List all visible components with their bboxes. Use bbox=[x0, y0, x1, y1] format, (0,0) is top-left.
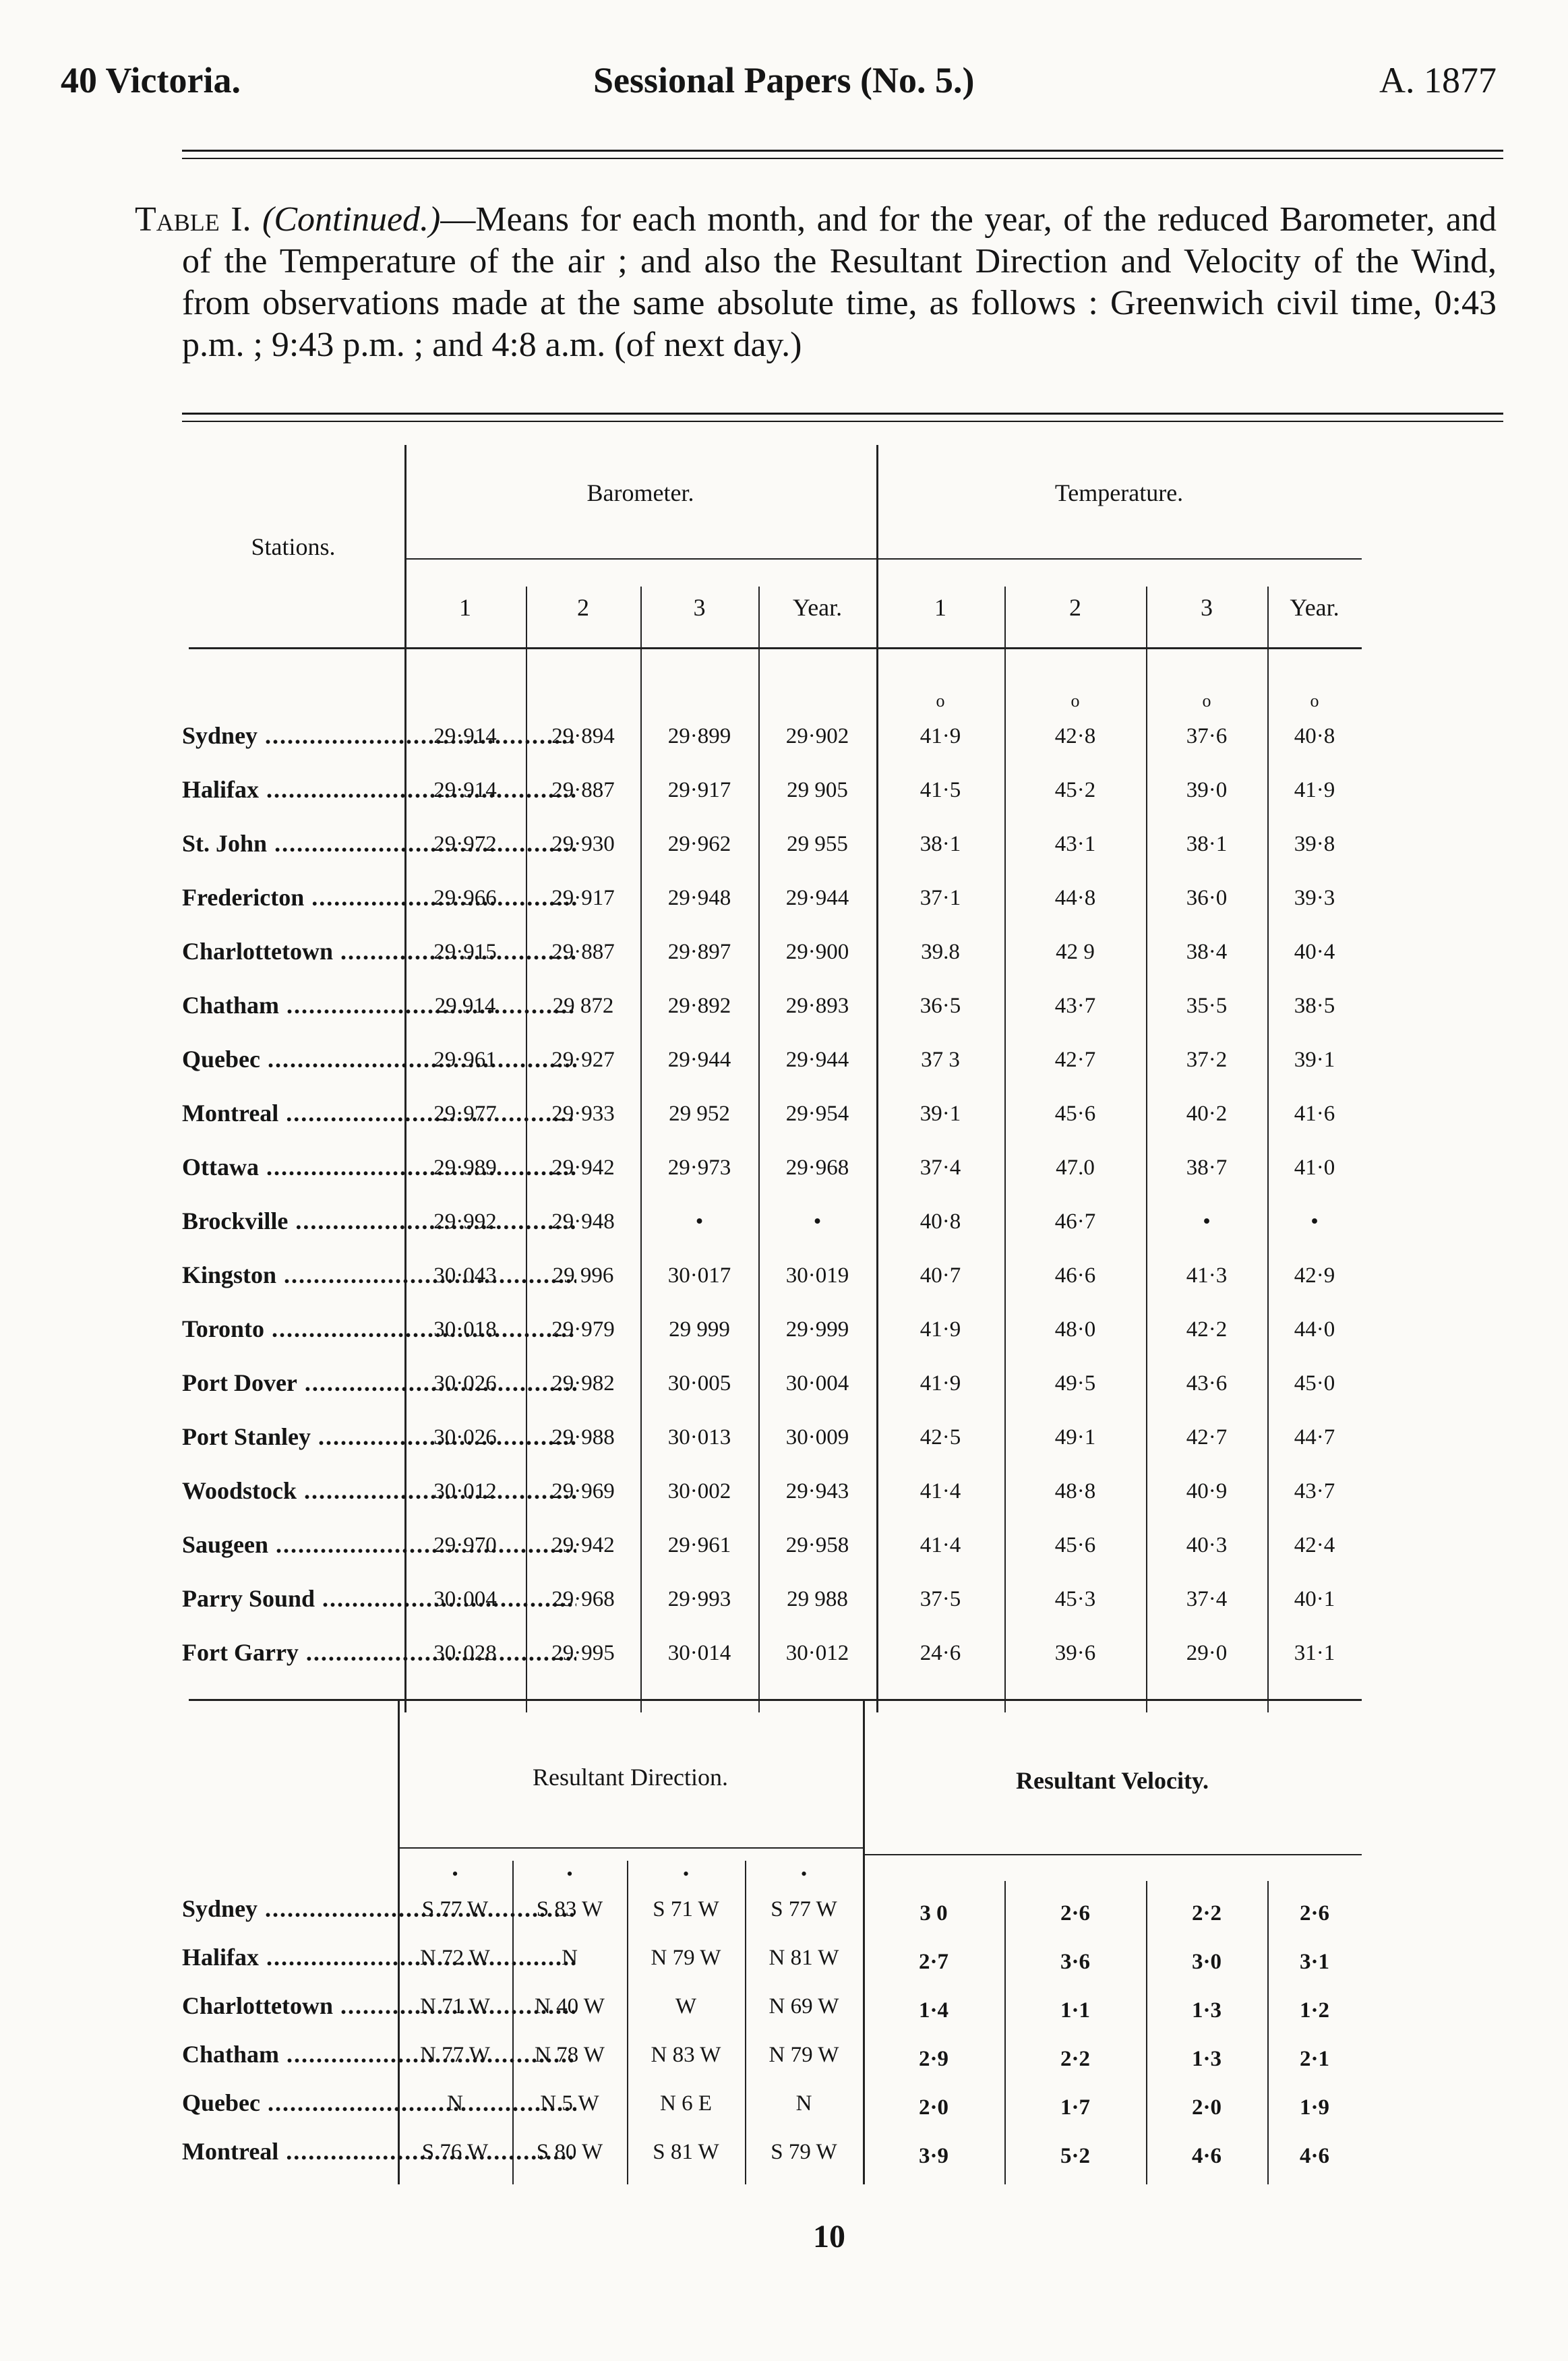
temperature-value: 47.0 bbox=[1056, 1156, 1095, 1180]
temperature-value: 37 3 bbox=[921, 1048, 960, 1072]
degree-mark: • bbox=[566, 1864, 573, 1884]
barometer-value: 29·982 bbox=[551, 1371, 615, 1396]
column-header: 3 bbox=[1201, 594, 1213, 621]
group-header-rule bbox=[863, 1854, 1362, 1855]
temperature-value: 39·1 bbox=[919, 1102, 961, 1126]
temperature-value: 39·6 bbox=[1054, 1641, 1096, 1665]
barometer-value: 30·012 bbox=[785, 1641, 849, 1665]
barometer-value: 29 952 bbox=[669, 1102, 730, 1126]
temperature-value: 37·6 bbox=[1186, 724, 1228, 748]
direction-value: S 83 W bbox=[536, 1897, 603, 1921]
barometer-header: Barometer. bbox=[586, 479, 694, 506]
temperature-value: 37·5 bbox=[919, 1587, 961, 1611]
barometer-temperature-table bbox=[182, 431, 1497, 1712]
degree-mark: o bbox=[936, 691, 945, 711]
barometer-value: 29·968 bbox=[785, 1156, 849, 1180]
temperature-value: 45·2 bbox=[1054, 778, 1096, 802]
velocity-value: 3·9 bbox=[918, 2144, 948, 2168]
direction-value: W bbox=[675, 1994, 697, 2019]
station-name: Fort Garry ..... bbox=[182, 1638, 576, 1667]
station-name: Parry Sound ..... bbox=[182, 1584, 576, 1613]
velocity-value: 1·7 bbox=[1060, 2095, 1090, 2120]
barometer-value: 29·962 bbox=[667, 832, 731, 856]
temperature-value: 41·4 bbox=[919, 1533, 961, 1557]
barometer-value: 29 955 bbox=[787, 832, 848, 856]
barometer-value: 30·002 bbox=[667, 1479, 731, 1503]
group-header-rule bbox=[398, 1847, 863, 1849]
degree-mark: o bbox=[1310, 691, 1319, 711]
velocity-value: 1·1 bbox=[1060, 1998, 1090, 2023]
temperature-value: 41·4 bbox=[919, 1479, 961, 1503]
temperature-value: 44·0 bbox=[1294, 1317, 1335, 1342]
velocity-value: 4·6 bbox=[1191, 2144, 1222, 2168]
temperature-value: 44·8 bbox=[1054, 886, 1096, 910]
velocity-value: 3·6 bbox=[1060, 1950, 1090, 1974]
station-name: Fredericton ..... bbox=[182, 883, 576, 911]
temperature-value: 40·4 bbox=[1294, 940, 1335, 964]
velocity-value: 1·4 bbox=[918, 1998, 948, 2023]
station-name: Kingston ..... bbox=[182, 1261, 576, 1289]
temperature-value: 40·9 bbox=[1186, 1479, 1228, 1503]
barometer-value: 29·972 bbox=[433, 832, 497, 856]
header-title: Sessional Papers (No. 5.) bbox=[593, 60, 975, 100]
caption-text: —Means for each month, and for the year, of the reduced Barometer, and of the Temperature of the air ; and also the Resultant Direction and Velocity of the Wind, from observations made at the same absolute time, as follows : Greenwich civil time, 0:43 p.m. ; 9:43 p.m. ; and 4:8 a.m. (of next day.) bbox=[182, 200, 1497, 364]
header-rule-bottom bbox=[182, 158, 1503, 159]
header-rule-top bbox=[182, 150, 1503, 152]
temperature-value: 42·2 bbox=[1186, 1317, 1228, 1342]
velocity-value: 2·6 bbox=[1299, 1901, 1329, 1925]
temperature-value: 42·4 bbox=[1294, 1533, 1335, 1557]
temperature-value: 45·3 bbox=[1054, 1587, 1096, 1611]
station-name: St. John ..... bbox=[182, 829, 576, 858]
barometer-value: 29 988 bbox=[787, 1587, 848, 1611]
temperature-value: 31·1 bbox=[1294, 1641, 1335, 1665]
barometer-value: 29·979 bbox=[551, 1317, 615, 1342]
barometer-value: 29·917 bbox=[667, 778, 731, 802]
caption-label: Table I. bbox=[135, 200, 251, 239]
temperature-value: 38·5 bbox=[1294, 994, 1335, 1018]
direction-value: N bbox=[447, 2091, 463, 2116]
temperature-value: 42·7 bbox=[1186, 1425, 1228, 1450]
barometer-value: 30·012 bbox=[433, 1479, 497, 1503]
column-header: 1 bbox=[934, 594, 946, 621]
temperature-value: 42·8 bbox=[1054, 724, 1096, 748]
barometer-value: 30·028 bbox=[433, 1641, 497, 1665]
temperature-value: 48·8 bbox=[1054, 1479, 1096, 1503]
temperature-value: 41·0 bbox=[1294, 1156, 1335, 1180]
temperature-value: 42·9 bbox=[1294, 1263, 1335, 1288]
temperature-value: 42·5 bbox=[919, 1425, 961, 1450]
temperature-value: 36·0 bbox=[1186, 886, 1228, 910]
temperature-value: • bbox=[1310, 1209, 1319, 1234]
direction-value: N 5 W bbox=[540, 2091, 599, 2116]
barometer-value: 30·004 bbox=[785, 1371, 849, 1396]
degree-mark: • bbox=[682, 1864, 690, 1884]
direction-header: Resultant Direction. bbox=[533, 1764, 728, 1791]
barometer-value: 30·017 bbox=[667, 1263, 731, 1288]
column-header: 2 bbox=[577, 594, 589, 621]
temperature-value: 41·9 bbox=[919, 724, 961, 748]
barometer-value: 29·944 bbox=[785, 1048, 849, 1072]
temperature-value: 41·9 bbox=[919, 1371, 961, 1396]
temperature-value: 40·8 bbox=[919, 1209, 961, 1234]
temperature-value: 36·5 bbox=[919, 994, 961, 1018]
column-header: Year. bbox=[792, 594, 843, 621]
temperature-divider bbox=[876, 445, 878, 1712]
column-divider bbox=[1004, 1881, 1006, 2184]
velocity-value: 1·3 bbox=[1191, 1998, 1222, 2023]
degree-mark: • bbox=[452, 1864, 458, 1884]
temperature-value: 44·7 bbox=[1294, 1425, 1335, 1450]
page-number: 10 bbox=[813, 2219, 845, 2254]
barometer-value: 30·026 bbox=[433, 1425, 497, 1450]
direction-value: N 6 E bbox=[660, 2091, 712, 2116]
barometer-value: 29·999 bbox=[785, 1317, 849, 1342]
direction-value: N 71 W bbox=[420, 1994, 490, 2019]
degree-mark: • bbox=[800, 1864, 808, 1884]
station-name: Sydney ..... bbox=[182, 1894, 576, 1923]
temperature-value: 43·7 bbox=[1054, 994, 1096, 1018]
temperature-value: 40·7 bbox=[919, 1263, 961, 1288]
temperature-value: 46·7 bbox=[1054, 1209, 1096, 1234]
direction-value: N 81 W bbox=[768, 1946, 839, 1970]
stations-header: Stations. bbox=[251, 533, 336, 560]
temperature-value: 41·9 bbox=[919, 1317, 961, 1342]
station-name: Woodstock ..... bbox=[182, 1476, 576, 1505]
velocity-value: 5·2 bbox=[1060, 2144, 1090, 2168]
temperature-value: 41·9 bbox=[1294, 778, 1335, 802]
barometer-value: 30·014 bbox=[667, 1641, 731, 1665]
temperature-value: 37·2 bbox=[1186, 1048, 1228, 1072]
barometer-value: 29·914 bbox=[433, 724, 497, 748]
station-name: Chatham ..... bbox=[182, 2040, 576, 2068]
temperature-value: 37·4 bbox=[1186, 1587, 1228, 1611]
station-name: Port Stanley ..... bbox=[182, 1423, 576, 1451]
station-name: Montreal ..... bbox=[182, 2137, 576, 2165]
temperature-value: 38·1 bbox=[919, 832, 961, 856]
temperature-value: 45·6 bbox=[1054, 1533, 1096, 1557]
column-header: Year. bbox=[1290, 594, 1339, 621]
barometer-value: 29·992 bbox=[433, 1209, 497, 1234]
temperature-value: 37·4 bbox=[919, 1156, 961, 1180]
barometer-value: 29·930 bbox=[551, 832, 615, 856]
barometer-value: 30·004 bbox=[433, 1587, 497, 1611]
direction-value: S 77 W bbox=[421, 1897, 489, 1921]
barometer-value: 30·013 bbox=[667, 1425, 731, 1450]
temperature-value: 42 9 bbox=[1056, 940, 1095, 964]
barometer-value: 29·944 bbox=[667, 1048, 731, 1072]
barometer-value: 29·887 bbox=[551, 940, 615, 964]
barometer-value: 29·892 bbox=[667, 994, 731, 1018]
barometer-value: 29·894 bbox=[551, 724, 615, 748]
temperature-value: 48·0 bbox=[1054, 1317, 1096, 1342]
temperature-value: 46·6 bbox=[1054, 1263, 1096, 1288]
velocity-value: 3·0 bbox=[1191, 1950, 1222, 1974]
direction-value: S 71 W bbox=[653, 1897, 719, 1921]
barometer-value: 29·995 bbox=[551, 1641, 615, 1665]
temperature-value: 45·0 bbox=[1294, 1371, 1335, 1396]
barometer-value: 29·887 bbox=[551, 778, 615, 802]
barometer-value: 29·899 bbox=[667, 724, 731, 748]
direction-value: N 77 W bbox=[420, 2043, 490, 2067]
velocity-value: 1·9 bbox=[1299, 2095, 1329, 2120]
barometer-value: 29·954 bbox=[785, 1102, 849, 1126]
degree-mark: o bbox=[1202, 691, 1211, 711]
caption-rule-bottom bbox=[182, 421, 1503, 422]
barometer-value: • bbox=[813, 1209, 822, 1234]
direction-value: S 80 W bbox=[536, 2140, 603, 2164]
barometer-value: 30·018 bbox=[433, 1317, 497, 1342]
header-bottom-rule bbox=[189, 647, 1362, 649]
barometer-value: 29·933 bbox=[551, 1102, 615, 1126]
barometer-value: 29 996 bbox=[552, 1263, 614, 1288]
header-session: 40 Victoria. bbox=[61, 60, 241, 100]
station-name: Ottawa ..... bbox=[182, 1153, 576, 1181]
barometer-value: 29 914 bbox=[434, 994, 496, 1018]
station-name: Port Dover ..... bbox=[182, 1369, 576, 1397]
wind-resultant-table bbox=[182, 1699, 1497, 2184]
temperature-value: 41·3 bbox=[1186, 1263, 1228, 1288]
temperature-value: 39·3 bbox=[1294, 886, 1335, 910]
velocity-value: 3 0 bbox=[919, 1901, 948, 1925]
barometer-value: 29 905 bbox=[787, 778, 848, 802]
caption-continued: (Continued.) bbox=[262, 200, 441, 239]
barometer-value: 29·897 bbox=[667, 940, 731, 964]
station-name: Charlottetown ..... bbox=[182, 937, 576, 965]
velocity-value: 2·1 bbox=[1299, 2047, 1329, 2071]
barometer-value: 29·942 bbox=[551, 1533, 615, 1557]
temperature-value: 42·7 bbox=[1054, 1048, 1096, 1072]
barometer-value: 29·973 bbox=[667, 1156, 731, 1180]
temperature-value: 29·0 bbox=[1186, 1641, 1228, 1665]
barometer-value: 29·927 bbox=[551, 1048, 615, 1072]
velocity-value: 2·2 bbox=[1060, 2047, 1090, 2071]
barometer-value: 29·914 bbox=[433, 778, 497, 802]
velocity-value: 2·2 bbox=[1191, 1901, 1222, 1925]
direction-value: S 81 W bbox=[653, 2140, 719, 2164]
temperature-value: 38·4 bbox=[1186, 940, 1228, 964]
temperature-header: Temperature. bbox=[1054, 479, 1184, 506]
velocity-value: 1·2 bbox=[1299, 1998, 1329, 2023]
barometer-value: 30·026 bbox=[433, 1371, 497, 1396]
temperature-value: 40·3 bbox=[1186, 1533, 1228, 1557]
direction-value: N 83 W bbox=[651, 2043, 721, 2067]
direction-value: N 79 W bbox=[651, 1946, 721, 1970]
velocity-value: 2·0 bbox=[918, 2095, 948, 2120]
temperature-value: 37·1 bbox=[919, 886, 961, 910]
column-header: 3 bbox=[693, 594, 706, 621]
velocity-value: 4·6 bbox=[1299, 2144, 1329, 2168]
station-name: Brockville ..... bbox=[182, 1207, 576, 1235]
temperature-value: 39·0 bbox=[1186, 778, 1228, 802]
direction-value: N 69 W bbox=[768, 1994, 839, 2019]
barometer-value: 29·989 bbox=[433, 1156, 497, 1180]
temperature-value: 49·1 bbox=[1054, 1425, 1096, 1450]
temperature-value: 41·6 bbox=[1294, 1102, 1335, 1126]
station-name: Saugeen ..... bbox=[182, 1530, 576, 1559]
barometer-value: 29·968 bbox=[551, 1587, 615, 1611]
temperature-value: 41·5 bbox=[919, 778, 961, 802]
barometer-value: 29·969 bbox=[551, 1479, 615, 1503]
station-name: Sydney ..... bbox=[182, 721, 576, 750]
barometer-value: 29·902 bbox=[785, 724, 849, 748]
station-name: Chatham ..... bbox=[182, 991, 576, 1019]
barometer-value: 29·977 bbox=[433, 1102, 497, 1126]
velocity-value: 3·1 bbox=[1299, 1950, 1329, 1974]
barometer-value: 29·993 bbox=[667, 1587, 731, 1611]
barometer-value: • bbox=[695, 1209, 704, 1234]
temperature-value: 43·7 bbox=[1294, 1479, 1335, 1503]
degree-mark: o bbox=[1071, 691, 1080, 711]
column-header: 2 bbox=[1069, 594, 1081, 621]
barometer-value: 29·961 bbox=[667, 1533, 731, 1557]
velocity-value: 1·3 bbox=[1191, 2047, 1222, 2071]
velocity-value: 2·0 bbox=[1191, 2095, 1222, 2120]
barometer-value: 29·900 bbox=[785, 940, 849, 964]
barometer-value: 29·970 bbox=[433, 1533, 497, 1557]
column-divider bbox=[1267, 1881, 1269, 2184]
temperature-value: 39·1 bbox=[1294, 1048, 1335, 1072]
station-name: Montreal ..... bbox=[182, 1099, 576, 1127]
group-header-rule bbox=[404, 558, 1362, 560]
stations-divider bbox=[404, 445, 406, 1712]
barometer-value: 29·958 bbox=[785, 1533, 849, 1557]
barometer-value: 29·893 bbox=[785, 994, 849, 1018]
direction-value: N bbox=[562, 1946, 578, 1970]
barometer-value: 30·043 bbox=[433, 1263, 497, 1288]
barometer-value: 29·966 bbox=[433, 886, 497, 910]
barometer-value: 29·944 bbox=[785, 886, 849, 910]
temperature-value: 49·5 bbox=[1054, 1371, 1096, 1396]
direction-value: S 76 W bbox=[421, 2140, 489, 2164]
station-name: Toronto ..... bbox=[182, 1315, 576, 1343]
velocity-header: Resultant Velocity. bbox=[1015, 1767, 1209, 1794]
barometer-value: 29·948 bbox=[667, 886, 731, 910]
barometer-value: 29·961 bbox=[433, 1048, 497, 1072]
header-year: A. 1877 bbox=[1379, 60, 1497, 100]
barometer-value: 29·915 bbox=[433, 940, 497, 964]
temperature-value: 39·8 bbox=[1294, 832, 1335, 856]
velocity-value: 2·7 bbox=[918, 1950, 948, 1974]
station-name: Quebec ..... bbox=[182, 2089, 576, 2117]
temperature-value: 40·8 bbox=[1294, 724, 1335, 748]
barometer-value: 29·988 bbox=[551, 1425, 615, 1450]
velocity-value: 2·6 bbox=[1060, 1901, 1090, 1925]
station-name: Halifax ..... bbox=[182, 775, 576, 804]
column-divider bbox=[1146, 1881, 1147, 2184]
direction-value: N 79 W bbox=[768, 2043, 839, 2067]
table-caption bbox=[135, 199, 1497, 366]
temperature-value: 38·1 bbox=[1186, 832, 1228, 856]
temperature-value: 45·6 bbox=[1054, 1102, 1096, 1126]
running-header bbox=[61, 59, 1497, 113]
temperature-value: • bbox=[1203, 1209, 1211, 1234]
velocity-value: 2·9 bbox=[918, 2047, 948, 2071]
direction-value: N 78 W bbox=[535, 2043, 605, 2067]
barometer-value: 29·943 bbox=[785, 1479, 849, 1503]
temperature-value: 38·7 bbox=[1186, 1156, 1228, 1180]
temperature-value: 39.8 bbox=[921, 940, 960, 964]
temperature-value: 35·5 bbox=[1186, 994, 1228, 1018]
station-name: Charlottetown ..... bbox=[182, 1992, 576, 2020]
barometer-value: 29 872 bbox=[552, 994, 614, 1018]
temperature-value: 40·1 bbox=[1294, 1587, 1335, 1611]
direction-value: N 72 W bbox=[420, 1946, 490, 1970]
barometer-value: 30·009 bbox=[785, 1425, 849, 1450]
barometer-value: 30·005 bbox=[667, 1371, 731, 1396]
barometer-value: 30·019 bbox=[785, 1263, 849, 1288]
barometer-value: 29·948 bbox=[551, 1209, 615, 1234]
temperature-value: 43·1 bbox=[1054, 832, 1096, 856]
temperature-value: 24·6 bbox=[919, 1641, 961, 1665]
barometer-value: 29·942 bbox=[551, 1156, 615, 1180]
column-header: 1 bbox=[459, 594, 471, 621]
station-name: Quebec ..... bbox=[182, 1045, 576, 1073]
direction-value: S 77 W bbox=[771, 1897, 837, 1921]
barometer-value: 29 999 bbox=[669, 1317, 730, 1342]
station-name: Halifax ..... bbox=[182, 1943, 576, 1971]
direction-value: N 40 W bbox=[535, 1994, 605, 2019]
direction-value: N bbox=[795, 2091, 812, 2116]
barometer-value: 29·917 bbox=[551, 886, 615, 910]
direction-value: S 79 W bbox=[771, 2140, 837, 2164]
temperature-value: 43·6 bbox=[1186, 1371, 1228, 1396]
temperature-value: 40·2 bbox=[1186, 1102, 1228, 1126]
caption-rule-top bbox=[182, 413, 1503, 415]
